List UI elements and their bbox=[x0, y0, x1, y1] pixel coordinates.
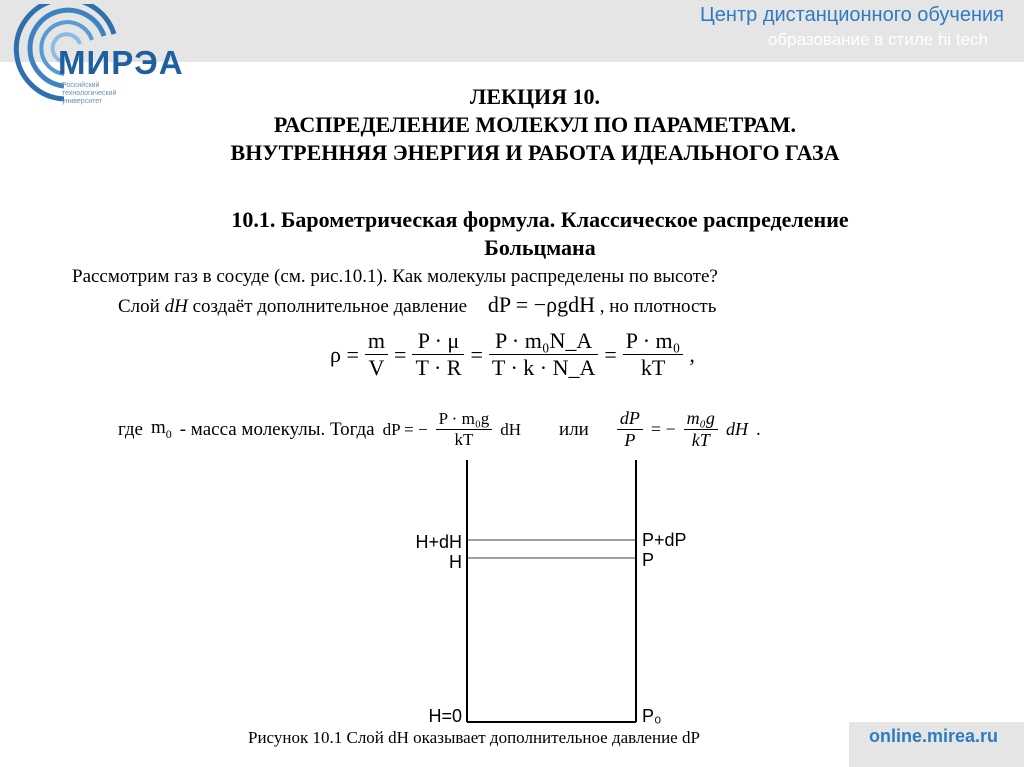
period: . bbox=[755, 418, 761, 440]
label-h-dh: H+dH bbox=[415, 532, 462, 552]
p2-text-a: Слой bbox=[118, 296, 165, 317]
or-text: или bbox=[559, 418, 589, 440]
label-p: P bbox=[642, 550, 655, 570]
fraction-p-m0g-kt: $\frac{\text{P · m₀g}}{kT}$ bbox=[436, 409, 493, 450]
fraction-m-v: $\frac{m}{V}$ bbox=[365, 328, 388, 381]
p2-text-c: , но плотность bbox=[599, 296, 717, 317]
footer-url-link[interactable]: online.mirea.ru bbox=[868, 726, 998, 746]
lecture-title-line3: ВНУТРЕННЯЯ ЭНЕРГИЯ И РАБОТА ИДЕАЛЬНОГО ГАЗА bbox=[230, 140, 840, 165]
fraction-p-m0-kt: $\frac{\text{P · m₀}}{kT}$ bbox=[623, 328, 684, 381]
section-title-line2: Больцмана bbox=[484, 235, 596, 260]
equals-sign: = bbox=[470, 341, 483, 367]
density-formula bbox=[330, 328, 695, 381]
rho-equals: ρ = bbox=[330, 341, 359, 367]
fraction-dp-p: $\frac{dP}{P}$ bbox=[617, 408, 643, 451]
comma: , bbox=[689, 341, 695, 367]
lecture-title-line1: ЛЕКЦИЯ 10. bbox=[469, 84, 601, 109]
minus-sign: = − bbox=[650, 419, 676, 439]
dh-rhs: dH bbox=[725, 419, 748, 439]
where-text-b: - масса молекулы. Тогда bbox=[179, 418, 375, 440]
vessel-diagram bbox=[380, 458, 720, 726]
figure-caption: Рисунок 10.1 Слой dH оказывает дополнительное давление dP bbox=[248, 728, 700, 747]
center-subtitle: образование в стиле hi tech bbox=[767, 30, 988, 49]
logo-subtitle: Российский технологический университет bbox=[62, 82, 117, 105]
p2-var-dh: dH bbox=[164, 296, 188, 317]
paragraph-1: Рассмотрим газ в сосуде (см. рис.10.1). Как молекулы распределены по высоте? bbox=[72, 266, 718, 287]
fraction-p-mu: $\frac{P \cdot \mu}{T \cdot R}$ bbox=[412, 328, 464, 381]
label-h: H bbox=[449, 552, 462, 572]
lecture-title bbox=[120, 83, 950, 167]
section-title-line1: 10.1. Барометрическая формула. Классическое распределение bbox=[231, 207, 849, 232]
p2-formula: dP = −ρgdH bbox=[487, 292, 595, 317]
where-line bbox=[118, 408, 761, 451]
equals-sign: = bbox=[394, 341, 407, 367]
section-title bbox=[80, 206, 1000, 262]
dp-rhs: dH bbox=[500, 419, 522, 439]
center-title: Центр дистанционного обучения bbox=[700, 4, 1004, 26]
label-p0: P₀ bbox=[642, 706, 662, 726]
fraction-m0g-kt: $\frac{\text{m₀g}}{kT}$ bbox=[684, 408, 718, 451]
label-h0: H=0 bbox=[428, 706, 462, 726]
label-p-dp: P+dP bbox=[642, 530, 687, 550]
p2-text-b: создаёт дополнительное давление bbox=[187, 296, 468, 317]
equals-sign: = bbox=[604, 341, 617, 367]
logo-name: МИРЭА bbox=[58, 44, 184, 81]
paragraph-2 bbox=[118, 292, 716, 318]
dp-lhs: dP = − bbox=[382, 419, 428, 439]
fraction-p-m0-na: $\frac{\text{P · m₀N\_A}}{T \cdot k \cdot N\_A}$ bbox=[489, 328, 598, 381]
lecture-title-line2: РАСПРЕДЕЛЕНИЕ МОЛЕКУЛ ПО ПАРАМЕТРАМ. bbox=[273, 112, 797, 137]
where-text: где bbox=[118, 418, 143, 440]
where-m0: $m_0$ bbox=[150, 417, 172, 441]
